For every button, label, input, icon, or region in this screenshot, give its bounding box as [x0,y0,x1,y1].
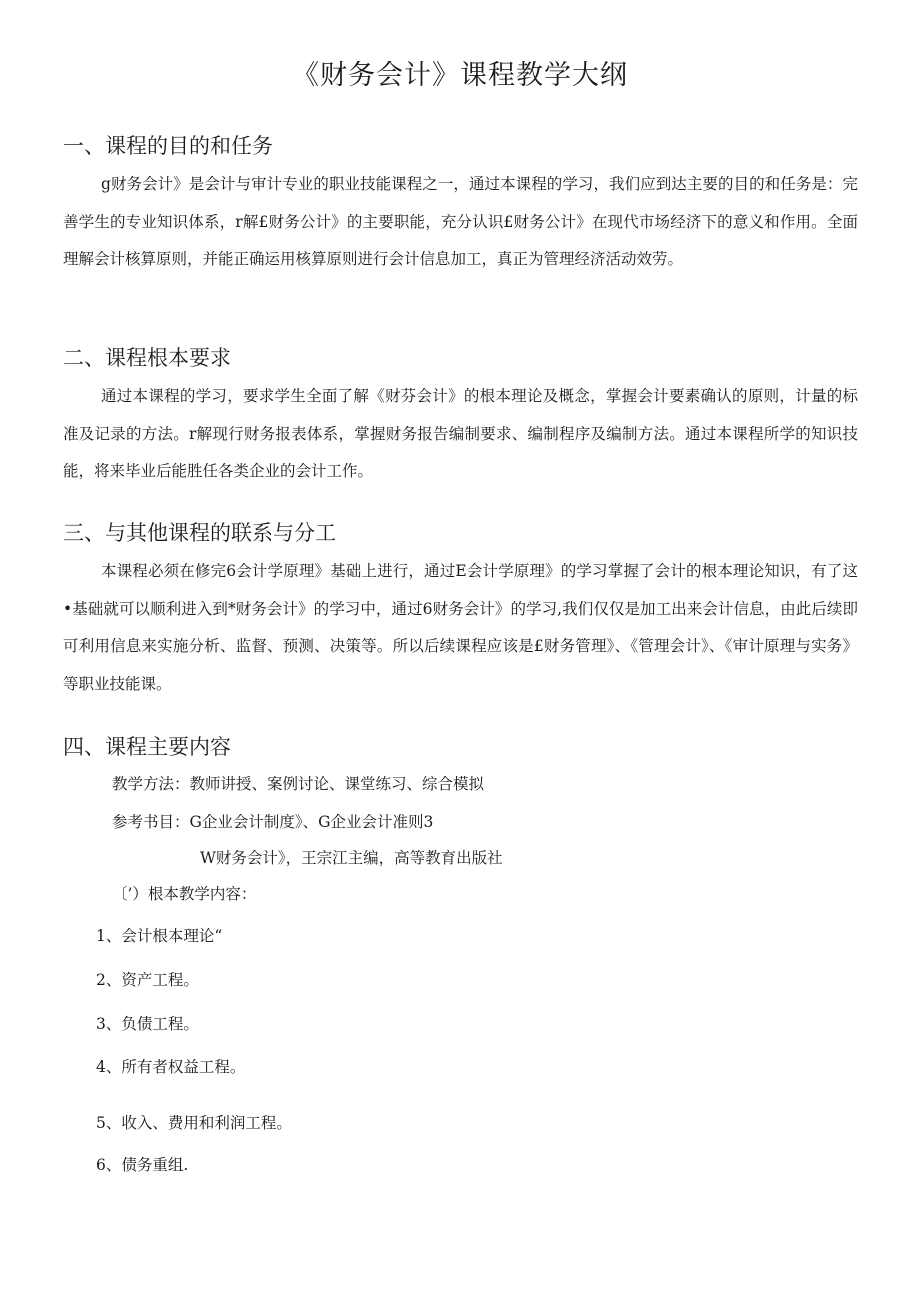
section-1-paragraph: g财务会计》是会计与审计专业的职业技能课程之一，通过本课程的学习，我们应到达主要的目的和任务是：完善学生的专业知识体系，r解£财务公计》的主要职能，充分认识£财务公计》在现代市场经济下的意义和作用。全面理解会计核算原则，并能正确运用核算原则进行会计信息加工，真正为管理经济活动效劳。 [63,175,858,268]
section-3-paragraph: 本课程必须在修完6会计学原理》基础上进行，通过E会计学原理》的学习掌握了会计的根本理论知识，有了这•基础就可以顺利进入到*财务会计》的学习中，通过6财务会计》的学习,我们仅仅是加工出来会计信息，由此后续即可利用信息来实施分析、监督、预测、决策等。所以后续课程应该是£财务管理》、《管理会计》、《审计原理与实务》等职业技能课。 [63,562,858,693]
section-3-heading: 三、与其他课程的联系与分工 [63,521,336,545]
page-title: 《财务会计》课程教学大纲 [292,60,628,91]
teaching-methods-line: 教学方法：教师讲授、案例讨论、课堂练习、综合模拟 [112,775,485,793]
references-line-2: W财务会计》，王宗江主编，高等教育出版社 [200,849,503,867]
list-item: 4、所有者权益工程。 [96,1058,246,1076]
subsection-heading: 〔’）根本教学内容： [112,885,257,903]
section-4-heading: 四、课程主要内容 [63,735,231,759]
list-item: 3、负债工程。 [96,1015,199,1033]
list-item: 6、债务重组. [96,1156,189,1174]
section-1-heading: 一、课程的目的和任务 [63,134,273,158]
section-2-paragraph: 通过本课程的学习，要求学生全面了解《财芬会计》的根本理论及概念，掌握会计要素确认的原则，计量的标准及记录的方法。r解现行财务报表体系，掌握财务报告编制要求、编制程序及编制方法。通过本课程所学的知识技能，将来毕业后能胜任各类企业的会计工作。 [63,387,858,480]
references-line-1: 参考书目：G企业会计制度》、G企业会计准则3 [112,813,434,831]
list-item: 1、会计根本理论“ [96,927,223,945]
list-item: 2、资产工程。 [96,971,199,989]
section-2-heading: 二、课程根本要求 [63,346,231,370]
list-item: 5、收入、费用和利润工程。 [96,1114,292,1132]
